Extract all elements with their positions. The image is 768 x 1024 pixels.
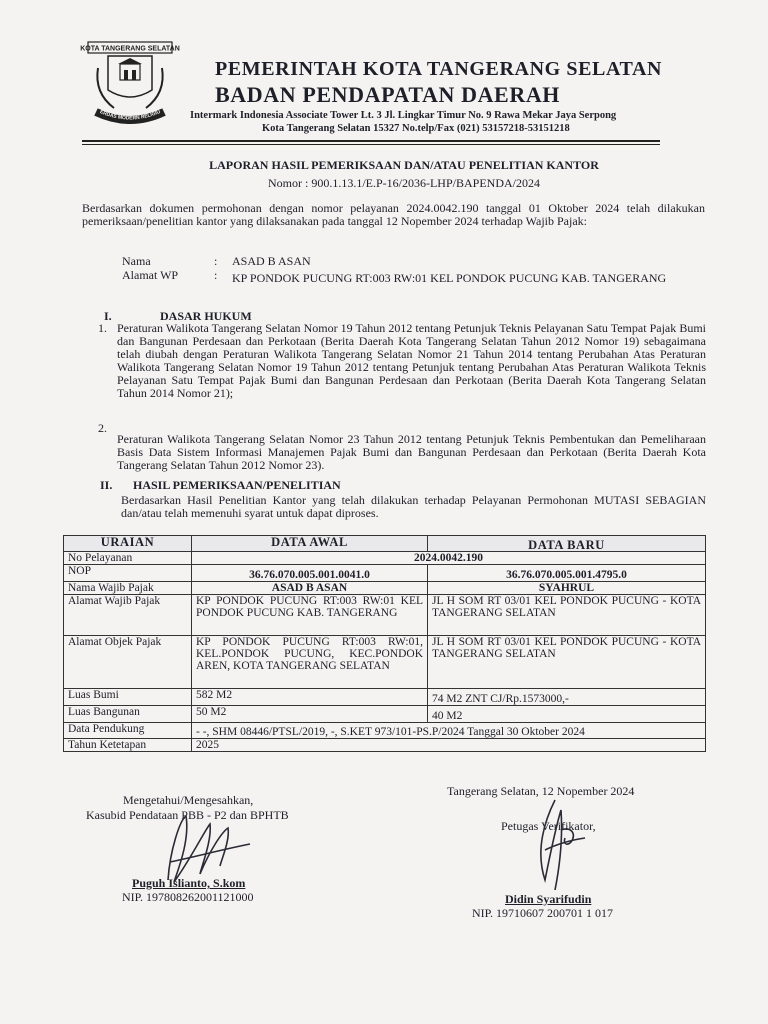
table-row (64, 723, 706, 739)
approver-nip: NIP. 197808262001121000 (122, 890, 254, 904)
nop-baru: 36.76.070.005.001.4795.0 (428, 565, 706, 582)
header-address-1: Intermark Indonesia Associate Tower Lt. 3 Jl. Lingkar Timur No. 9 Rawa Mekar Jaya Serpong (190, 110, 617, 121)
section-1-number: I. (104, 309, 112, 323)
row-label-nama: Nama Wajib Pajak (64, 582, 192, 595)
report-number: Nomor : 900.1.13.1/E.P-16/2036-LHP/BAPENDA/2024 (267, 176, 540, 190)
report-title: LAPORAN HASIL PEMERIKSAAN DAN/ATAU PENELITIAN KANTOR (209, 158, 599, 172)
alamat-op-awal: KP PONDOK PUCUNG RT:003 RW:01, KEL.PONDOK PUCUNG, KEC.PONDOK AREN, KOTA TANGERANG SELATAN (192, 636, 428, 689)
nop-awal: 36.76.070.005.001.0041.0 (192, 565, 428, 582)
city-logo (80, 38, 180, 128)
alamat-wp-awal: KP PONDOK PUCUNG RT:003 RW:01 KEL PONDOK PUCUNG KAB. TANGERANG (192, 595, 428, 636)
luas-bangunan-awal: 50 M2 (192, 706, 428, 723)
row-label-no-pelayanan: No Pelayanan (64, 552, 192, 565)
header-data-baru: DATA BARU (428, 536, 706, 552)
verifier-position: Petugas Verifikator, (501, 819, 596, 833)
row-label-luas-bangunan: Luas Bangunan (64, 706, 192, 723)
wp-address-colon: : (214, 268, 218, 282)
wp-address-label: Alamat WP (122, 268, 179, 282)
data-pendukung-value: - -, SHM 08446/PTSL/2019, -, S.KET 973/101-PS.P/2024 Tanggal 30 Oktober 2024 (192, 723, 706, 739)
data-table (63, 535, 706, 752)
table-row (64, 689, 706, 706)
luas-bumi-awal: 582 M2 (192, 689, 428, 706)
luas-bangunan-baru: 40 M2 (428, 706, 706, 723)
section-2-number: II. (100, 478, 113, 492)
signature-right (515, 790, 595, 900)
legal-item-1-text: Peraturan Walikota Tangerang Selatan Nomor 19 Tahun 2012 tentang Petunjuk Teknis Pelayanan Satu Tempat Pajak Bumi dan Bangunan Perdesaan dan Perkotaan (Berita Daerah Kota Tangerang Selatan Tahun 2012 Nomor 19) sebagaimana telah diubah dengan Peraturan Walikota Tangerang Selatan Nomor 21 Tahun 2014 tentang Perubahan Atas Peraturan Walikota Tangerang Selatan Nomor 19 Tahun 2012 tentang Petunjuk tentang Perubahan Atas Peraturan Walikota Teknis Pelayanan Satu Tempat Pajak Bumi dan Bangunan Perdesaan dan Perkotaan (Berita Daerah Kota Tangerang Selatan Tahun 2014 Nomor 21); (117, 321, 706, 400)
legal-item-2-text: Peraturan Walikota Tangerang Selatan Nomor 23 Tahun 2012 tentang Petunjuk Teknis Pembentukan dan Pemeliharaan Basis Data Sistem Informasi Manajemen Pajak Bumi dan Bangunan Perdesaan dan Perkotaan (Berita Daerah Kota Tangerang Selatan Tahun 2012 Nomor 23). (117, 432, 706, 472)
legal-item-1-number: 1. (98, 321, 107, 335)
wp-name-label: Nama (122, 254, 151, 268)
place-date: Tangerang Selatan, 12 Nopember 2024 (447, 784, 635, 798)
logo-text-top: KOTA TANGERANG SELATAN (80, 45, 180, 53)
table-row (64, 706, 706, 723)
approver-name: Puguh Islianto, S.kom (132, 876, 246, 890)
table-row (64, 565, 706, 582)
wp-name-value: ASAD B ASAN (232, 254, 311, 268)
section-2-title: HASIL PEMERIKSAAN/PENELITIAN (133, 478, 341, 492)
section-1-title: DASAR HUKUM (160, 309, 252, 323)
approver-position: Kasubid Pendataan PBB - P2 dan BPHTB (86, 808, 289, 822)
table-row (64, 739, 706, 752)
verifier-name: Didin Syarifudin (505, 892, 592, 906)
no-pelayanan-value: 2024.0042.190 (192, 552, 706, 565)
header-agency: BADAN PENDAPATAN DAERAH (215, 82, 561, 107)
approval-label: Mengetahui/Mengesahkan, (123, 793, 254, 807)
wp-name-colon: : (214, 254, 218, 268)
row-label-alamat-wp: Alamat Wajib Pajak (64, 595, 192, 636)
logo-text-bottom: ERDAS MODERN RELIGIU (98, 108, 162, 122)
row-label-nop: NOP (64, 565, 192, 582)
header-address-2: Kota Tangerang Selatan 15327 No.telp/Fax (021) 53157218-53151218 (262, 123, 570, 134)
table-row (64, 636, 706, 689)
table-header-row (64, 536, 706, 552)
row-label-luas-bumi: Luas Bumi (64, 689, 192, 706)
table-row (64, 595, 706, 636)
header-data-awal: DATA AWAL (192, 536, 428, 552)
header-rule (82, 140, 660, 142)
intro-paragraph: Berdasarkan dokumen permohonan dengan nomor pelayanan 2024.0042.190 tanggal 01 Oktober 2024 telah dilakukan pemeriksaan/penelitian kantor yang dilaksanakan pada tanggal 12 Nopember 2024 terhadap Wajib Pajak: (82, 201, 705, 228)
row-label-data-pendukung: Data Pendukung (64, 723, 192, 739)
luas-bumi-baru: 74 M2 ZNT CJ/Rp.1573000,- (428, 689, 706, 706)
nama-awal: ASAD B ASAN (192, 582, 428, 595)
header-rule-thin (82, 144, 660, 145)
wp-address-value: KP PONDOK PUCUNG RT:003 RW:01 KEL PONDOK PUCUNG KAB. TANGERANG (232, 271, 667, 285)
nama-baru: SYAHRUL (428, 582, 706, 595)
alamat-op-baru: JL H SOM RT 03/01 KEL PONDOK PUCUNG - KOTA TANGERANG SELATAN (428, 636, 706, 689)
row-label-alamat-op: Alamat Objek Pajak (64, 636, 192, 689)
legal-item-2-number: 2. (98, 421, 107, 435)
alamat-wp-baru: JL H SOM RT 03/01 KEL PONDOK PUCUNG - KOTA TANGERANG SELATAN (428, 595, 706, 636)
table-row (64, 552, 706, 565)
section-2-text: Berdasarkan Hasil Penelitian Kantor yang telah dilakukan terhadap Pelayanan Permohonan MUTASI SEBAGIAN dan/atau telah memenuhi syarat untuk dapat diproses. (121, 493, 706, 520)
tahun-value: 2025 (192, 739, 706, 752)
header-government: PEMERINTAH KOTA TANGERANG SELATAN (215, 58, 663, 80)
row-label-tahun: Tahun Ketetapan (64, 739, 192, 752)
header-uraian: URAIAN (64, 536, 192, 552)
verifier-nip: NIP. 19710607 200701 1 017 (472, 906, 614, 920)
table-row (64, 582, 706, 595)
